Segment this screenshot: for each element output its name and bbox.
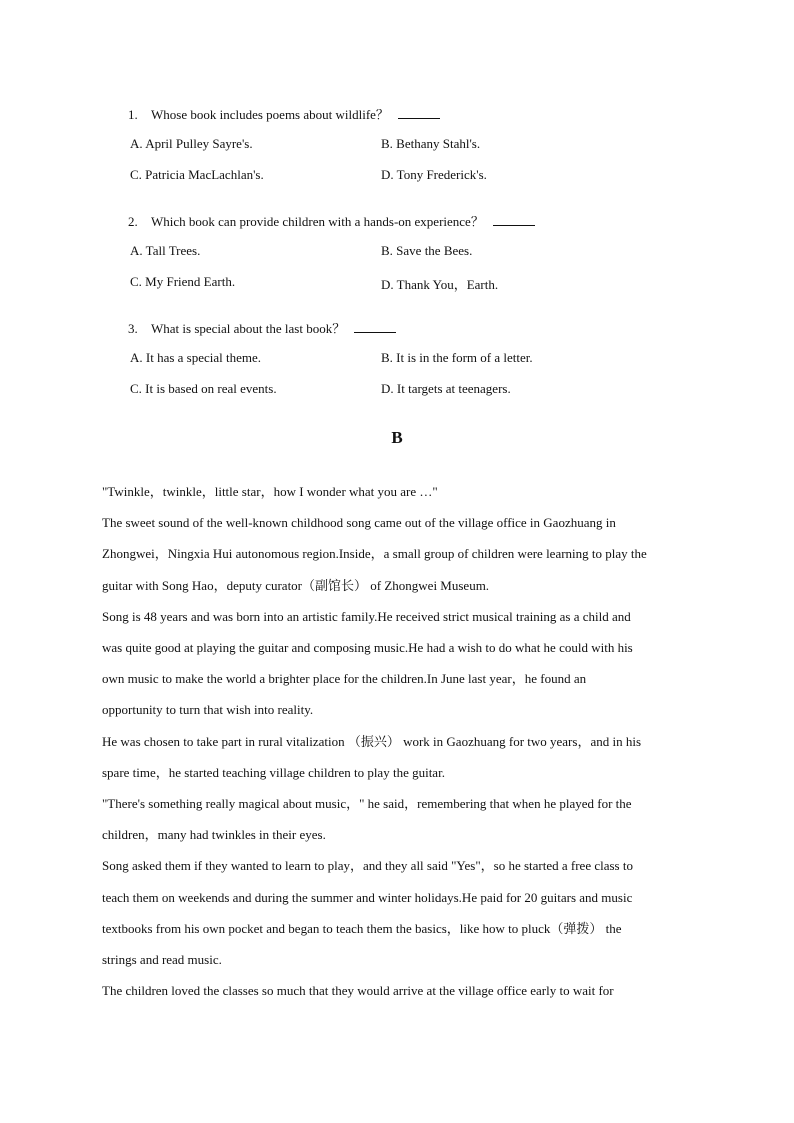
option-letter: C. — [130, 274, 142, 289]
question-text: What is special about the last book？ — [151, 321, 346, 336]
question-2-stem — [128, 211, 535, 230]
option-text: Tall Trees. — [145, 243, 201, 258]
option-d[interactable] — [381, 274, 498, 293]
option-letter: A. — [130, 136, 143, 151]
passage-line: children，many had twinkles in their eyes. — [102, 827, 326, 843]
passage-line: Zhongwei，Ningxia Hui autonomous region.Inside，a small group of children were learning to play the — [102, 546, 647, 562]
question-number: 3. — [128, 321, 138, 336]
passage-line: textbooks from his own pocket and began to teach them the basics，like how to pluck（弹拨） the — [102, 920, 622, 936]
question-number: 1. — [128, 107, 138, 122]
option-a[interactable] — [130, 350, 261, 366]
question-text: Which book can provide children with a hands-on experience？ — [151, 214, 484, 229]
passage-line: "There's something really magical about music，" he said，remembering that when he played for the — [102, 796, 632, 812]
passage-line: spare time，he started teaching village children to play the guitar. — [102, 764, 445, 780]
option-text: My Friend Earth. — [145, 274, 236, 289]
option-text: It has a special theme. — [145, 350, 262, 365]
option-letter: B. — [381, 243, 393, 258]
option-c[interactable] — [130, 167, 264, 183]
option-text: Save the Bees. — [396, 243, 473, 258]
passage-line: The children loved the classes so much that they would arrive at the village office early to wait for — [102, 983, 614, 999]
option-text: Bethany Stahl's. — [396, 136, 481, 151]
passage-line: guitar with Song Hao，deputy curator（副馆长） of Zhongwei Museum. — [102, 577, 490, 593]
option-letter: B. — [381, 136, 393, 151]
option-letter: D. — [381, 277, 394, 292]
option-letter: C. — [130, 167, 142, 182]
option-a[interactable] — [130, 243, 200, 259]
passage-line: The sweet sound of the well-known childhood song came out of the village office in Gaozhuang in — [102, 515, 616, 531]
option-c[interactable] — [130, 274, 235, 290]
option-letter: D. — [381, 167, 394, 182]
answer-blank[interactable] — [354, 322, 396, 333]
option-letter: D. — [381, 381, 394, 396]
option-b[interactable] — [381, 350, 533, 366]
passage-line: own music to make the world a brighter place for the children.In June last year，he found an — [102, 671, 587, 687]
option-text: It is based on real events. — [145, 381, 277, 396]
option-a[interactable] — [130, 136, 253, 152]
option-b[interactable] — [381, 243, 472, 259]
passage-line: strings and read music. — [102, 952, 222, 968]
passage-line: opportunity to turn that wish into reality. — [102, 702, 314, 718]
option-c[interactable] — [130, 381, 277, 397]
passage-line: Song is 48 years and was born into an artistic family.He received strict musical training as a child and — [102, 608, 631, 624]
question-1-stem — [128, 104, 440, 123]
option-text: Tony Frederick's. — [396, 167, 487, 182]
passage-line: teach them on weekends and during the summer and winter holidays.He paid for 20 guitars and music — [102, 889, 633, 905]
question-3-stem — [128, 318, 396, 337]
option-text: April Pulley Sayre's. — [145, 136, 253, 151]
option-text: It targets at teenagers. — [396, 381, 511, 396]
option-letter: A. — [130, 243, 143, 258]
passage — [102, 476, 702, 1006]
answer-blank[interactable] — [398, 108, 440, 119]
option-b[interactable] — [381, 136, 480, 152]
section-heading: B — [391, 428, 403, 447]
option-letter: B. — [381, 350, 393, 365]
passage-line: Song asked them if they wanted to learn to play，and they all said "Yes"，so he started a free class to — [102, 858, 633, 874]
question-text: Whose book includes poems about wildlife？ — [151, 107, 389, 122]
answer-blank[interactable] — [493, 215, 535, 226]
question-number: 2. — [128, 214, 138, 229]
option-text: Patricia MacLachlan's. — [145, 167, 264, 182]
option-text: Thank You，Earth. — [396, 277, 499, 292]
passage-line: He was chosen to take part in rural vitalization （振兴） work in Gaozhuang for two years，and in his — [102, 733, 641, 749]
passage-line: was quite good at playing the guitar and composing music.He had a wish to do what he could with his — [102, 640, 633, 656]
option-text: It is in the form of a letter. — [396, 350, 533, 365]
passage-line: "Twinkle，twinkle，little star，how I wonder what you are …" — [102, 484, 438, 499]
option-d[interactable] — [381, 167, 487, 183]
option-letter: C. — [130, 381, 142, 396]
option-d[interactable] — [381, 381, 511, 397]
option-letter: A. — [130, 350, 143, 365]
